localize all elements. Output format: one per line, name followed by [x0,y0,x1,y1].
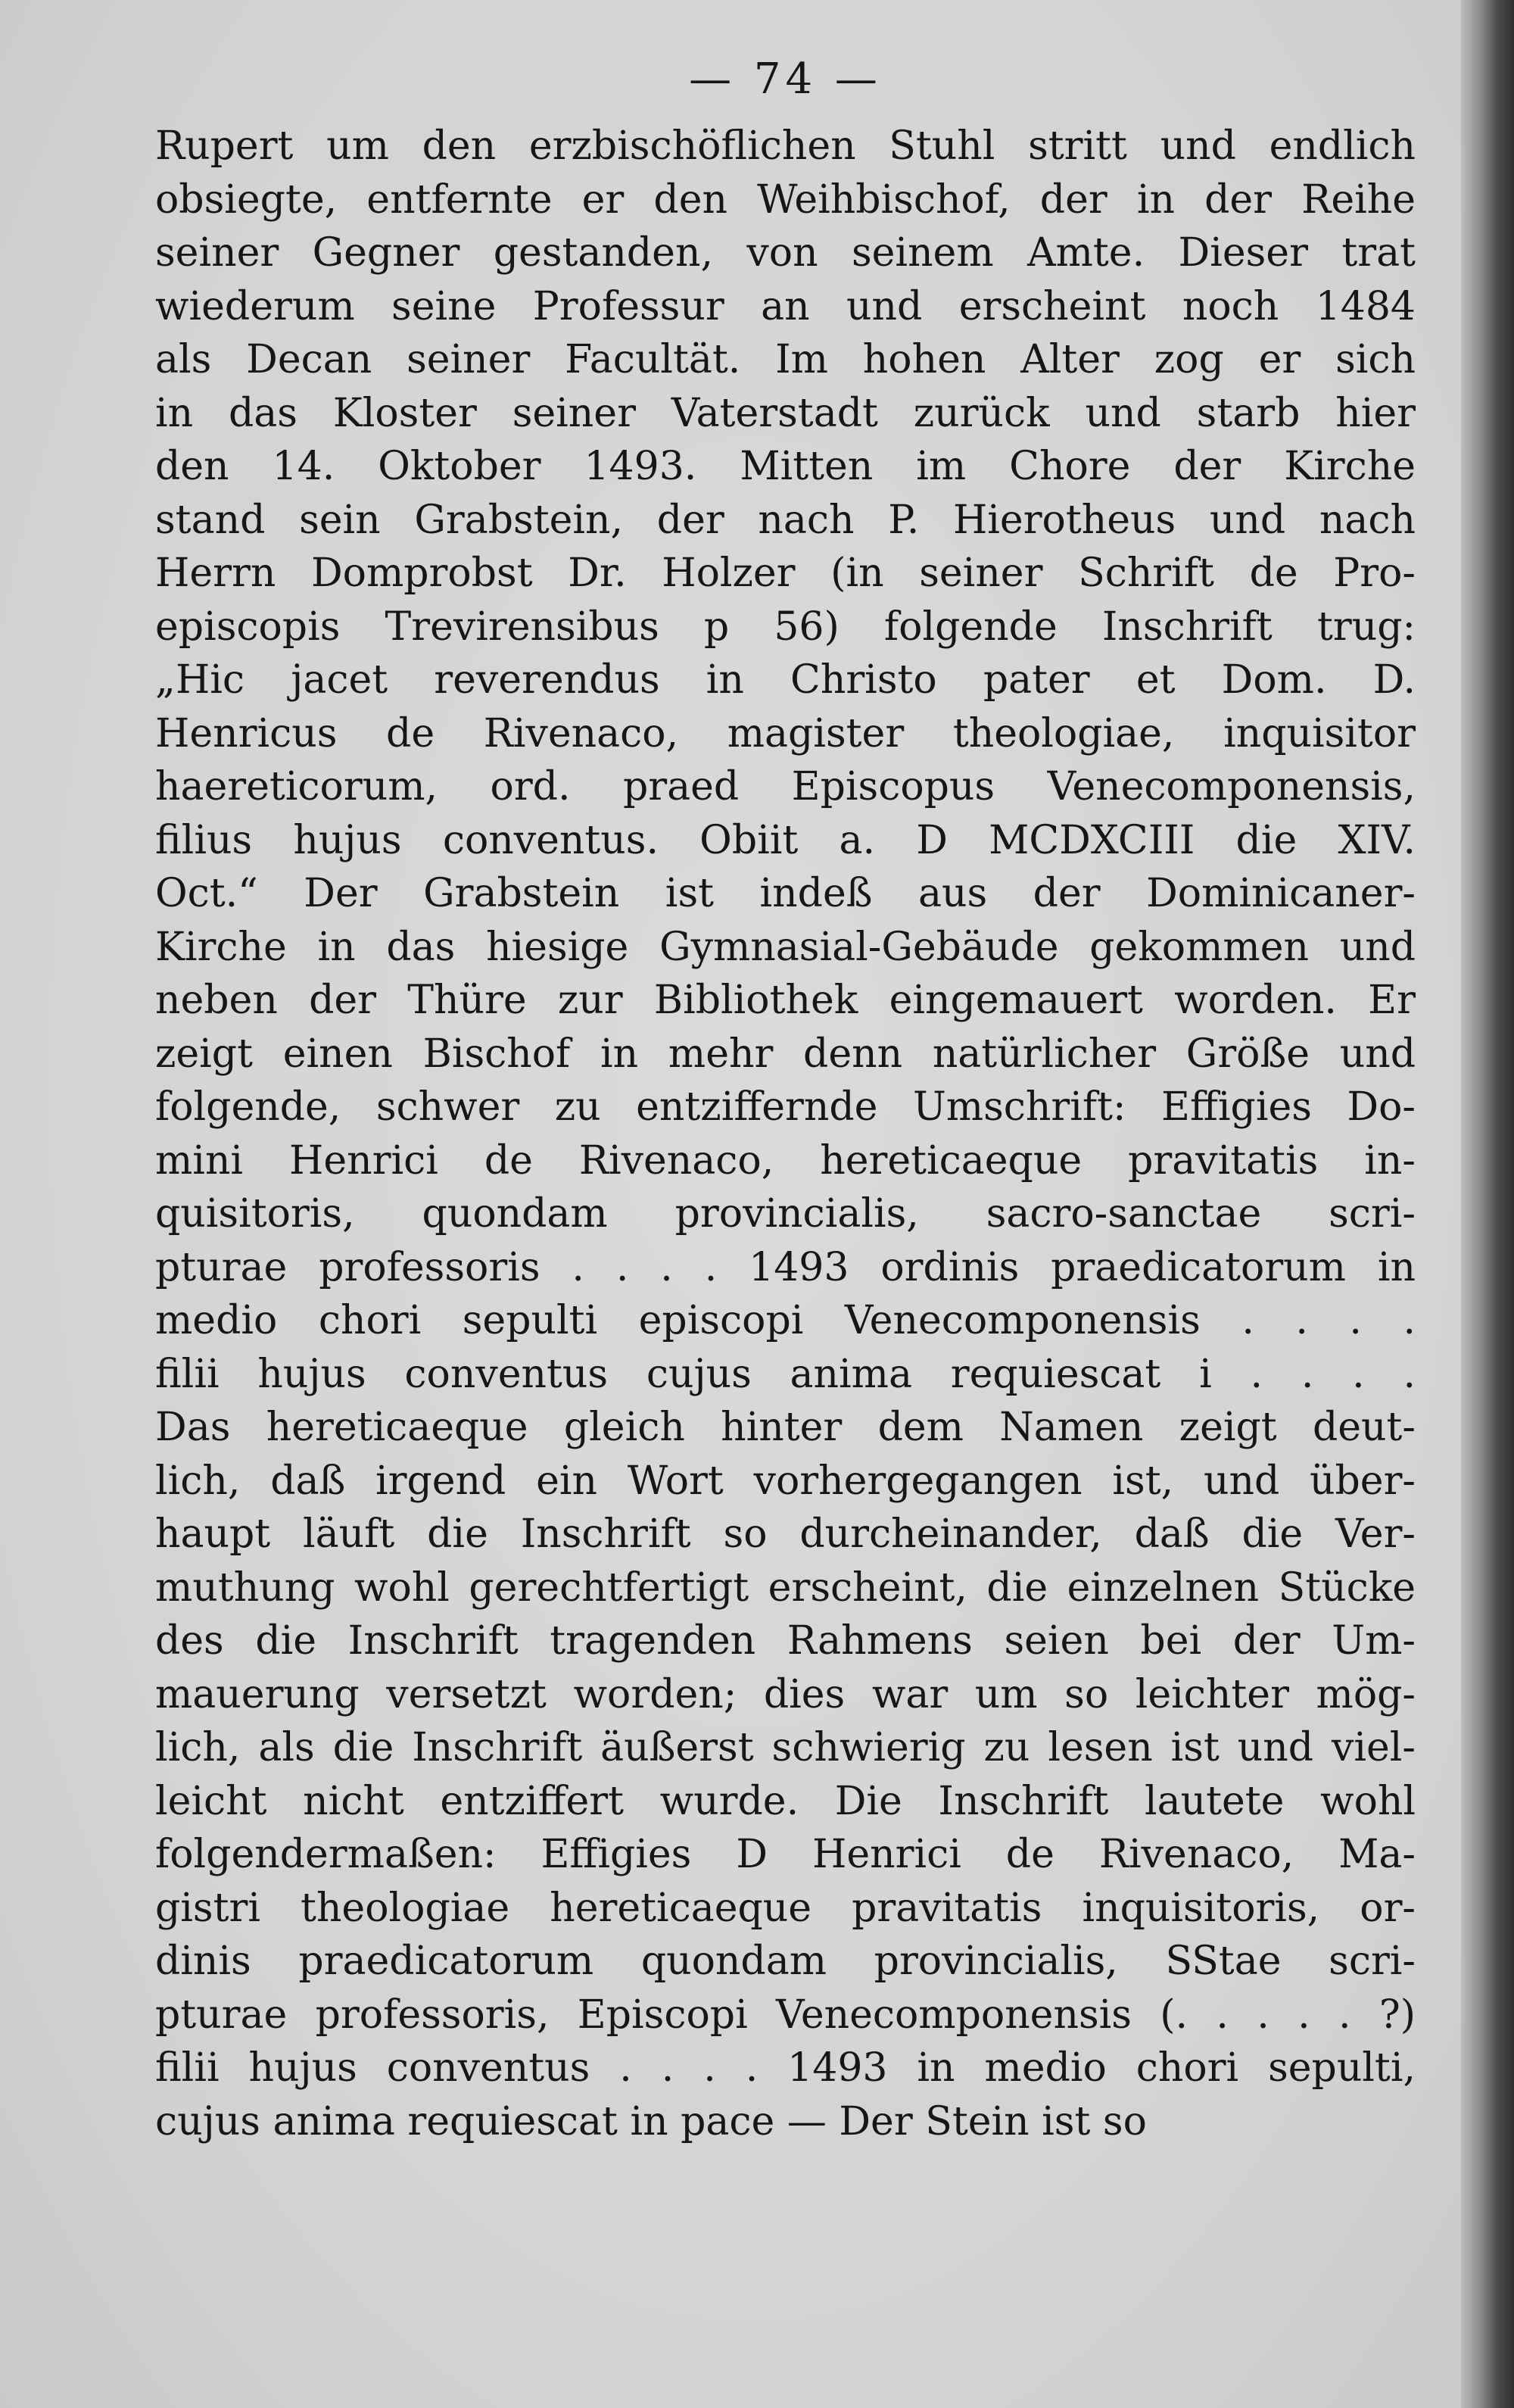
page-content [155,45,1416,2363]
body-text [155,120,1416,2148]
text-line: neben der Thüre zur Bibliothek eingemauert worden. Er [155,978,1416,1023]
text-line: des die Inschrift tragenden Rahmens seien bei der Um- [155,1618,1416,1664]
text-line: den 14. Oktober 1493. Mitten im Chore der Kirche [155,444,1416,489]
text-line: in das Kloster seiner Vaterstadt zurück und starb hier [155,390,1416,436]
text-line: filius hujus conventus. Obiit a. D MCDXCIII die XIV. [155,817,1416,863]
text-line: pturae professoris . . . . 1493 ordinis praedicatorum in [155,1244,1416,1290]
text-line: Herrn Domprobst Dr. Holzer (in seiner Schrift de Pro- [155,551,1416,596]
text-line: leicht nicht entziffert wurde. Die Inschrift lautete wohl [155,1778,1416,1824]
text-line: Henricus de Rivenaco, magister theologiae, inquisitor [155,710,1416,756]
text-line: stand sein Grabstein, der nach P. Hierotheus und nach [155,497,1416,543]
text-line: folgendermaßen: Effigies D Henrici de Rivenaco, Ma- [155,1832,1416,1877]
text-line: filii hujus conventus cujus anima requiescat i . . . . [155,1351,1416,1397]
text-line: lich, daß irgend ein Wort vorhergegangen ist, und über- [155,1458,1416,1504]
text-line: muthung wohl gerechtfertigt erscheint, die einzelnen Stücke [155,1564,1416,1611]
text-line: Kirche in das hiesige Gymnasial-Gebäude gekommen und [155,924,1416,970]
text-line: zeigt einen Bischof in mehr denn natürlicher Größe und [155,1031,1416,1077]
text-line: „Hic jacet reverendus in Christo pater et Dom. D. [155,657,1416,703]
text-line: obsiegte, entfernte er den Weihbischof, der in der Reihe [155,176,1416,223]
text-line: Rupert um den erzbischöflichen Stuhl stritt und endlich [155,123,1416,169]
text-line: mauerung versetzt worden; dies war um so leichter mög- [155,1671,1416,1717]
text-line: filii hujus conventus . . . . 1493 in medio chori sepulti, [155,2045,1416,2091]
page-number: — 74 — [689,55,882,104]
text-line: als Decan seiner Facultät. Im hohen Alter zog er sich [155,337,1416,382]
page-edge-shadow [1461,0,1514,2408]
text-line: wiederum seine Professur an und erscheint noch 1484 [155,283,1416,329]
text-line: dinis praedicatorum quondam provincialis, SStae scri- [155,1939,1416,1984]
text-line: gistri theologiae hereticaeque pravitatis inquisitoris, or- [155,1885,1416,1931]
text-line: Oct.“ Der Grabstein ist indeß aus der Dominicaner- [155,871,1416,916]
text-line: episcopis Trevirensibus p 56) folgende Inschrift trug: [155,604,1416,650]
text-line: Das hereticaeque gleich hinter dem Namen zeigt deut- [155,1405,1416,1450]
text-line: medio chori sepulti episcopi Venecomponensis . . . . [155,1298,1416,1343]
text-line: seiner Gegner gestanden, von seinem Amte. Dieser trat [155,230,1416,276]
text-line: pturae professoris, Episcopi Venecomponensis (. . . . . ?) [155,1992,1416,2038]
text-line: haupt läuft die Inschrift so durcheinander, daß die Ver- [155,1511,1416,1557]
text-line: cujus anima requiescat in pace — Der Stein ist so [155,2098,1147,2144]
text-line: quisitoris, quondam provincialis, sacro-sanctae scri- [155,1191,1416,1237]
text-line: haereticorum, ord. praed Episcopus Venecomponensis, [155,764,1416,809]
text-line: lich, als die Inschrift äußerst schwierig zu lesen ist und viel- [155,1725,1416,1770]
text-line: mini Henrici de Rivenaco, hereticaeque pravitatis in- [155,1137,1416,1184]
text-line: folgende, schwer zu entziffernde Umschrift: Effigies Do- [155,1084,1416,1130]
